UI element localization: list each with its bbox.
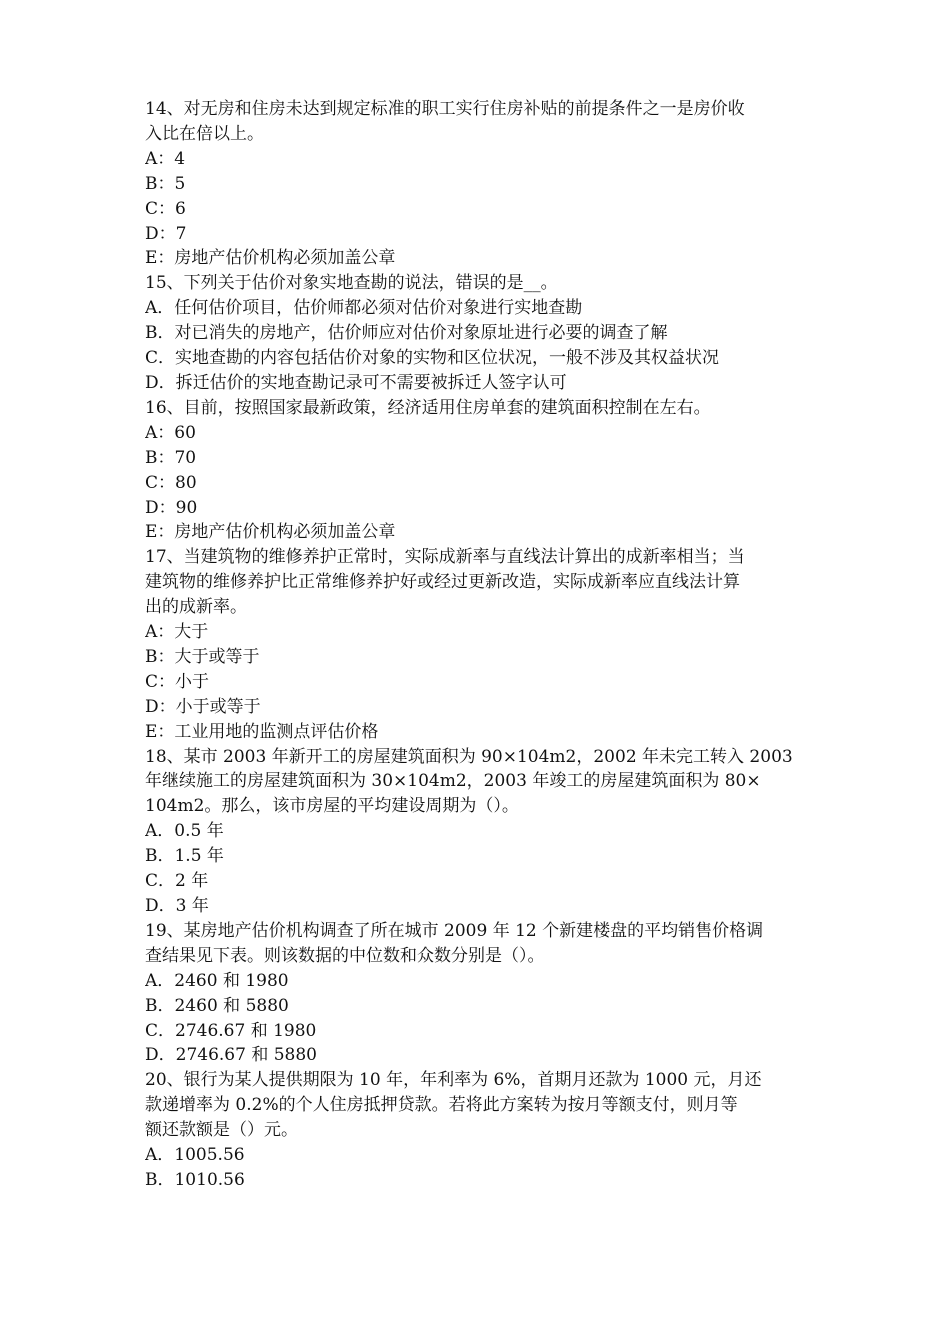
text-line: 14、对无房和住房未达到规定标准的职工实行住房补贴的前提条件之一是房价收 <box>145 99 745 119</box>
text-line: 年继续施工的房屋建筑面积为 30×104m2，2003 年竣工的房屋建筑面积为 80× <box>145 771 761 792</box>
text-line: D．2746.67 和 5880 <box>145 1045 318 1066</box>
text-line: E：房地产估价机构必须加盖公章 <box>145 522 396 543</box>
text-line: 18、某市 2003 年新开工的房屋建筑面积为 90×104m2，2002 年未完工转入 2003 <box>145 746 793 767</box>
text-line: C：80 <box>145 472 197 493</box>
text-line: B．1010.56 <box>145 1169 245 1190</box>
text-line: B：70 <box>145 447 197 468</box>
text-line: E：工业用地的监测点评估价格 <box>145 721 379 742</box>
text-line: B：大于或等于 <box>145 646 260 667</box>
text-line: D：90 <box>145 497 198 518</box>
text-line: B．2460 和 5880 <box>145 995 289 1016</box>
text-line: C．2746.67 和 1980 <box>145 1020 317 1041</box>
text-line: 20、银行为某人提供期限为 10 年，年利率为 6%，首期月还款为 1000 元，月还 <box>145 1070 762 1091</box>
text-line: D．拆迁估价的实地查勘记录可不需要被拆迁人签字认可 <box>145 372 567 393</box>
text-line: 17、当建筑物的维修养护正常时，实际成新率与直线法计算出的成新率相当；当 <box>145 547 745 568</box>
text-line: 15、下列关于估价对象实地查勘的说法，错误的是__。 <box>145 273 558 294</box>
text-line: A．0.5 年 <box>145 821 224 842</box>
text-line: C：6 <box>145 198 186 219</box>
text-line: B．1.5 年 <box>145 846 224 867</box>
text-line: A．1005.56 <box>145 1145 245 1166</box>
text-line: C．2 年 <box>145 871 209 892</box>
text-line: C：小于 <box>145 671 210 692</box>
text-line: A：4 <box>145 148 186 169</box>
text-line: 16、目前，按照国家最新政策，经济适用住房单套的建筑面积控制在左右。 <box>145 397 711 418</box>
text-line: 查结果见下表。则该数据的中位数和众数分别是（）。 <box>145 945 545 966</box>
text-line: D：7 <box>145 223 187 244</box>
text-line: A：60 <box>145 422 196 443</box>
text-line: B．对已消失的房地产，估价师应对估价对象原址进行必要的调查了解 <box>145 323 668 344</box>
text-line: C．实地查勘的内容包括估价对象的实物和区位状况，一般不涉及其权益状况 <box>145 348 720 369</box>
text-line: 建筑物的维修养护比正常维修养护好或经过更新改造，实际成新率应直线法计算 <box>145 572 740 593</box>
text-line: A．2460 和 1980 <box>145 970 289 991</box>
text-line: 104m2。那么，该市房屋的平均建设周期为（）。 <box>145 796 519 817</box>
text-line: B：5 <box>145 173 186 194</box>
text-line: E：房地产估价机构必须加盖公章 <box>145 248 396 269</box>
text-line: 入比在倍以上。 <box>145 123 264 144</box>
text-line: 额还款额是（）元。 <box>145 1120 298 1141</box>
text-line: A：大于 <box>145 622 209 643</box>
text-line: D：小于或等于 <box>145 696 261 717</box>
document-body <box>145 97 810 1193</box>
text-line: 款递增率为 0.2%的个人住房抵押贷款。若将此方案转为按月等额支付，则月等 <box>145 1095 738 1116</box>
text-line: D．3 年 <box>145 896 209 916</box>
text-line: A．任何估价项目，估价师都必须对估价对象进行实地查勘 <box>145 298 583 319</box>
text-line: 出的成新率。 <box>145 597 247 618</box>
text-line: 19、某房地产估价机构调查了所在城市 2009 年 12 个新建楼盘的平均销售价格调 <box>145 920 764 941</box>
